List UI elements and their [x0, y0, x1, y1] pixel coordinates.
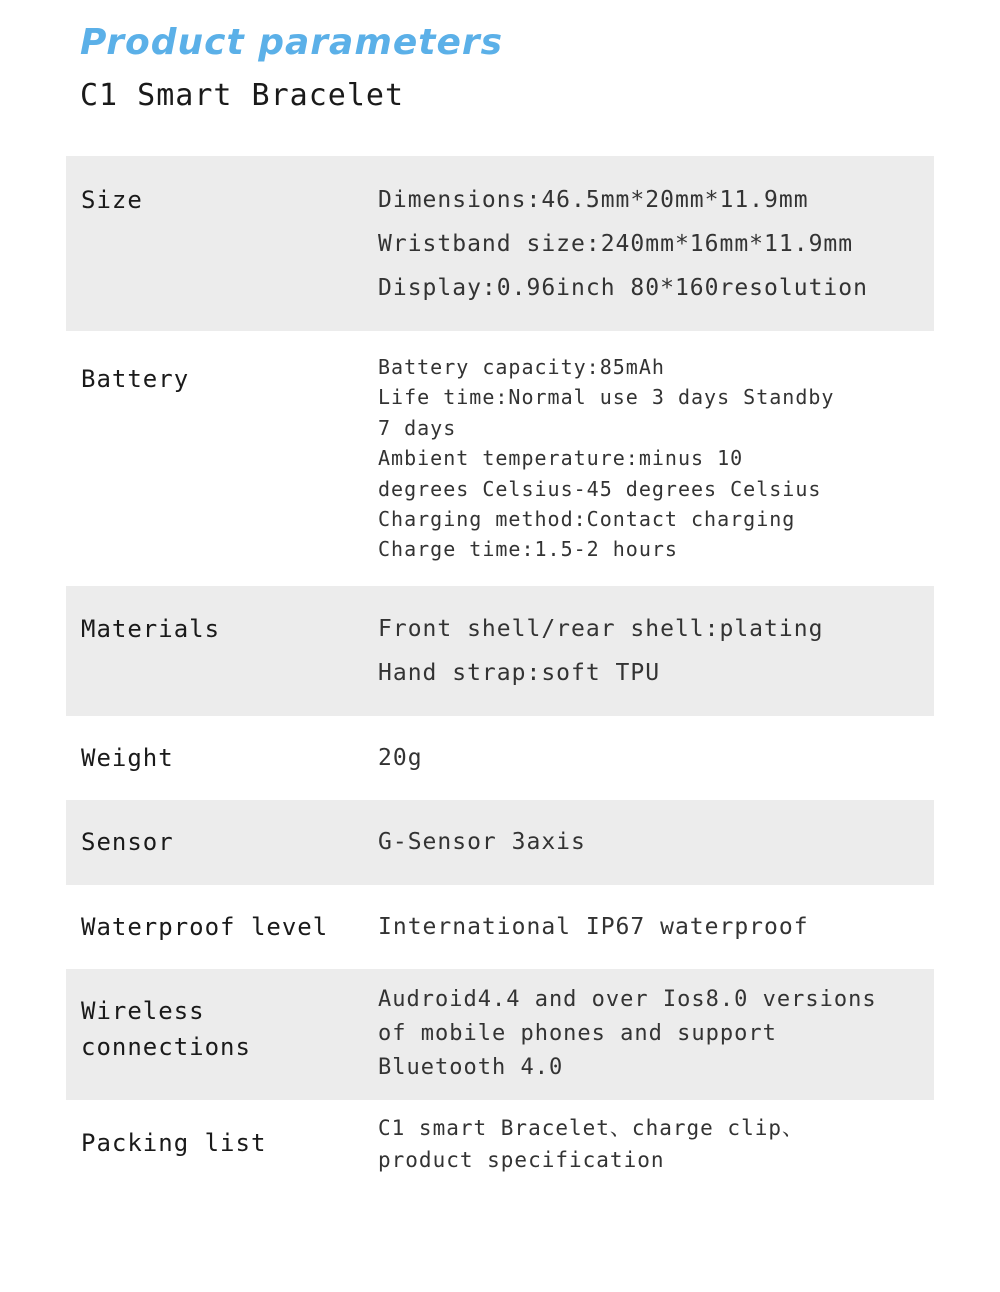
spec-row-packing	[66, 1100, 934, 1184]
spec-value-line: product specification	[378, 1148, 665, 1172]
spec-value-line: Bluetooth 4.0	[378, 1055, 564, 1080]
spec-label-waterproof: Waterproof level	[81, 913, 329, 941]
spec-row-sensor	[66, 800, 934, 885]
spec-row-weight	[66, 716, 934, 800]
page-title: Product parameters	[80, 22, 504, 63]
spec-row-size	[66, 156, 934, 331]
spec-values-materials	[378, 607, 914, 695]
spec-values-waterproof	[378, 905, 914, 949]
spec-values-packing	[378, 1112, 914, 1176]
spec-values-weight	[378, 736, 914, 780]
spec-value-line: degrees Celsius-45 degrees Celsius	[378, 476, 822, 501]
spec-value-line: Front shell/rear shell:plating	[378, 616, 824, 642]
spec-value-line: Audroid4.4 and over Ios8.0 versions	[378, 987, 877, 1012]
spec-values-size	[378, 178, 914, 310]
spec-value-line: Battery capacity:85mAh	[378, 355, 665, 379]
spec-table	[66, 156, 934, 1184]
spec-label-materials: Materials	[81, 615, 221, 643]
spec-value-line: Life time:Normal use 3 days Standby	[378, 385, 835, 410]
product-name: C1 Smart Bracelet	[80, 78, 405, 113]
spec-label-battery: Battery	[81, 365, 190, 393]
spec-row-battery	[66, 331, 934, 586]
spec-value-line: Display:0.96inch 80*160resolution	[378, 275, 868, 301]
spec-value-line: Wristband size:240mm*16mm*11.9mm	[378, 231, 854, 257]
spec-value-line: Charging method:Contact charging	[378, 507, 796, 532]
spec-value-line: International IP67 waterproof	[378, 914, 809, 940]
spec-values-wireless	[378, 983, 914, 1085]
spec-label-packing: Packing list	[81, 1129, 267, 1157]
spec-value-line: Charge time:1.5-2 hours	[378, 537, 678, 562]
spec-row-materials	[66, 586, 934, 716]
spec-value-line: 20g	[378, 745, 423, 771]
spec-value-line: 7 days	[378, 415, 457, 440]
spec-row-wireless	[66, 969, 934, 1100]
spec-value-line: Dimensions:46.5mm*20mm*11.9mm	[378, 187, 809, 213]
spec-value-line: G-Sensor 3axis	[378, 829, 586, 855]
spec-label-sensor: Sensor	[81, 828, 174, 856]
spec-values-sensor	[378, 820, 914, 864]
spec-value-line: Ambient temperature:minus 10	[378, 446, 744, 471]
spec-label-wireless: Wireless connections	[81, 997, 251, 1061]
spec-label-size: Size	[81, 186, 143, 214]
spec-value-line: Hand strap:soft TPU	[378, 660, 661, 686]
spec-value-line: of mobile phones and support	[378, 1021, 777, 1046]
spec-label-weight: Weight	[81, 744, 174, 772]
spec-row-waterproof	[66, 885, 934, 969]
spec-value-line: C1 smart Bracelet、charge clip、	[378, 1116, 805, 1140]
spec-values-battery	[378, 352, 914, 565]
